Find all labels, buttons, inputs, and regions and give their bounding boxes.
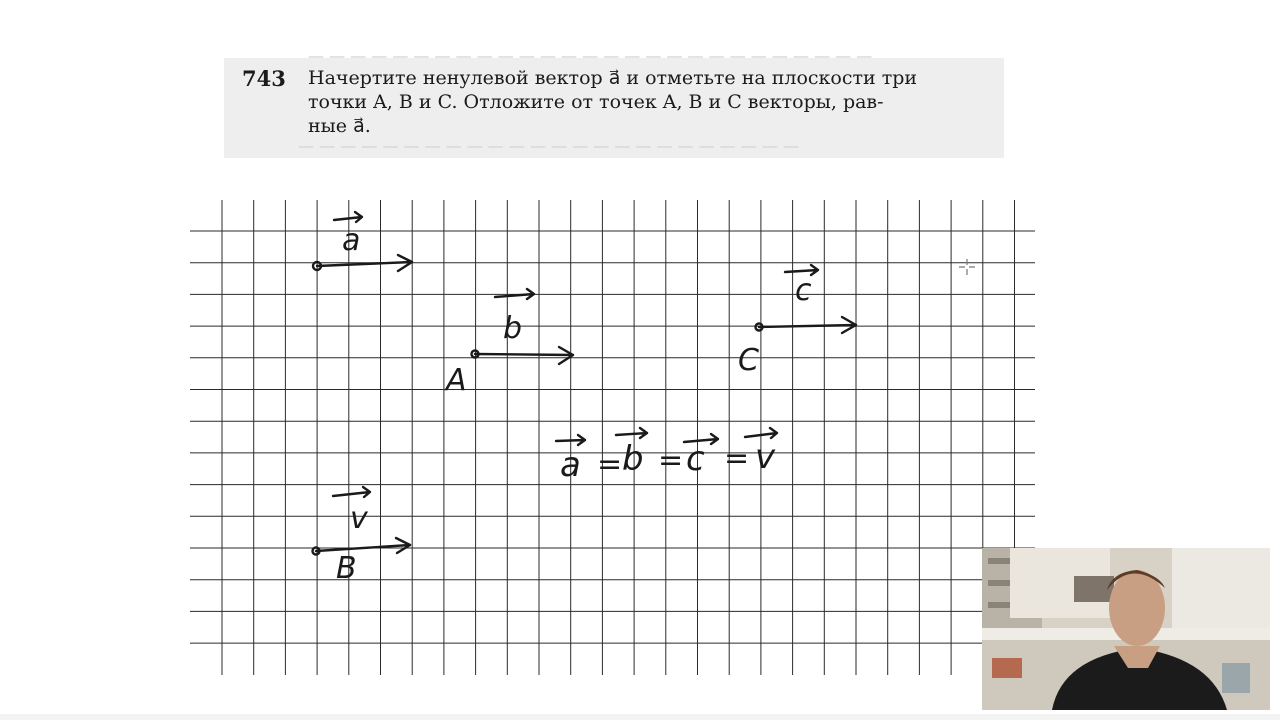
point-c-label: C — [738, 343, 759, 378]
vector-c — [738, 265, 856, 378]
point-b-label: B — [336, 551, 357, 586]
bottom-edge-bar — [0, 714, 1280, 720]
vector-a-label: a — [342, 223, 361, 258]
vector-equality-equation — [556, 428, 777, 485]
vector-v — [313, 487, 411, 586]
problem-line-3: ные a⃗. — [308, 115, 371, 137]
crosshair-cursor-icon — [958, 258, 976, 276]
problem-number: 743 — [242, 66, 286, 91]
problem-line-1: Начертите ненулевой вектор a⃗ и отметьте на плоскости три — [308, 67, 918, 89]
problem-line-2: точки A, B и C. Отложите от точек A, B и C векторы, рав- — [308, 91, 884, 113]
equation-term-b: b — [622, 439, 644, 479]
vector-v-label: v — [350, 501, 368, 536]
equation-equals-1: = — [597, 447, 623, 482]
equation-term-v: v — [755, 437, 776, 477]
equation-term-c: c — [686, 439, 705, 479]
presenter-video-frame — [982, 548, 1270, 710]
vector-c-label: c — [795, 273, 812, 308]
grid-lines — [190, 200, 1035, 675]
vector-c-line — [759, 325, 856, 327]
equation-equals-2: = — [658, 443, 684, 478]
vector-a-label-arrow — [334, 212, 362, 222]
vector-b — [444, 289, 573, 398]
webcam-overlay — [982, 548, 1270, 710]
faded-next-text: — — — — — — — — — — — — — — — — — — — — — — — — — [298, 136, 799, 155]
equation-equals-3: = — [724, 441, 750, 476]
faded-previous-text: — — — — — — — — — — — — — — — — — — — — — — — — — — — — [308, 46, 873, 65]
point-a-label: A — [446, 363, 467, 398]
equation-arrow-b — [616, 428, 647, 438]
vector-b-label: b — [503, 311, 523, 346]
vector-a — [313, 212, 412, 271]
vector-v-label-arrow — [333, 487, 370, 497]
equation-term-a: a — [560, 445, 581, 485]
vector-b-line — [475, 354, 573, 355]
